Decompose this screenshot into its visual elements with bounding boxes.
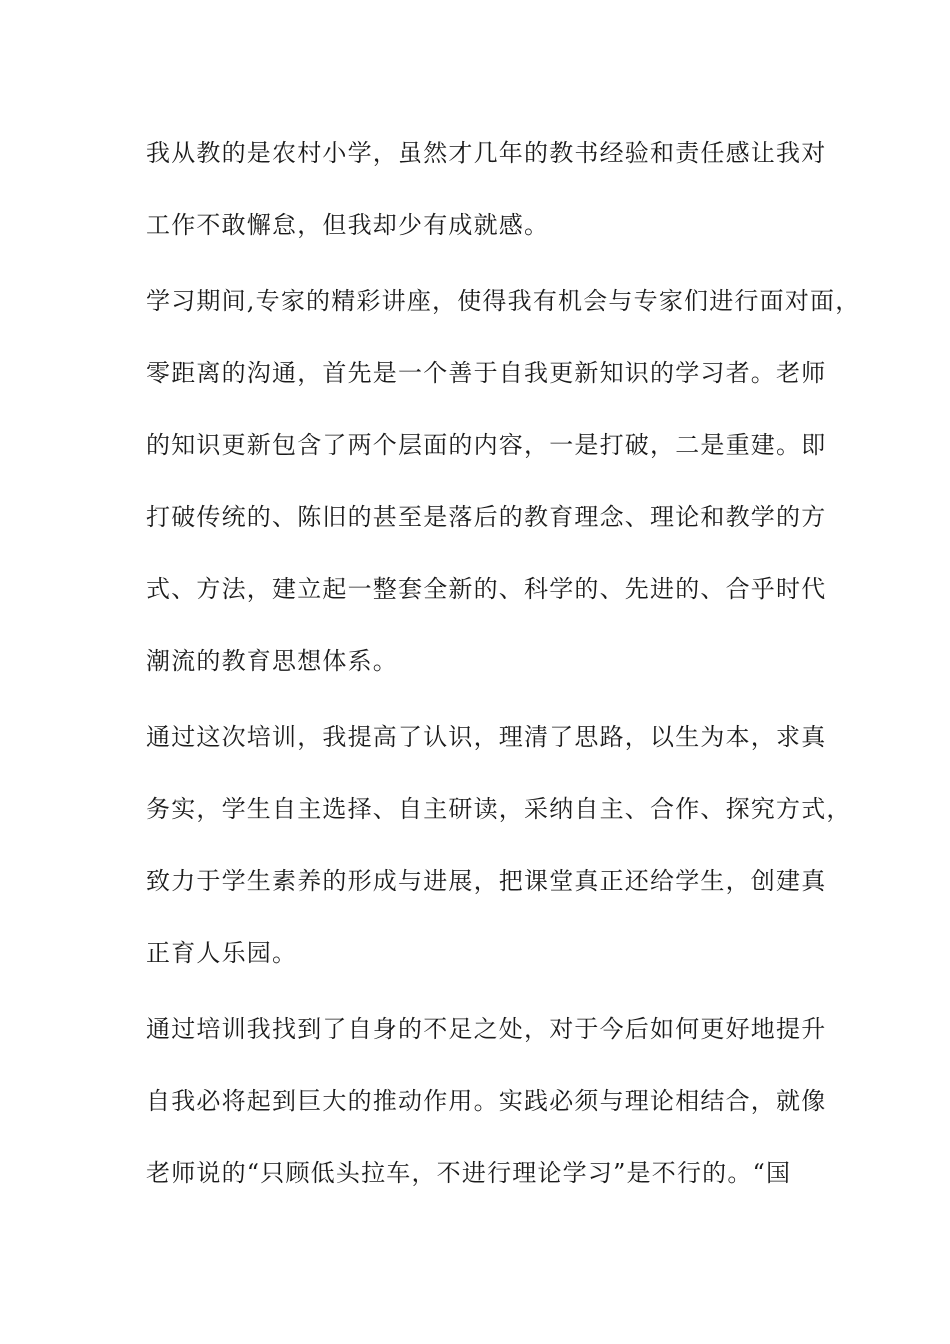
paragraph-line: 打破传统的、陈旧的甚至是落后的教育理念、理论和教学的方	[146, 503, 827, 531]
paragraph-line: 通过这次培训，我提高了认识，理清了思路，以生为本，求真	[146, 723, 827, 751]
paragraph-line: 零距离的沟通，首先是一个善于自我更新知识的学习者。老师	[146, 359, 827, 387]
paragraph-line: 正育人乐园。	[146, 939, 298, 967]
paragraph-line: 通过培训我找到了自身的不足之处，对于今后如何更好地提升	[146, 1015, 827, 1043]
paragraph-line: 自我必将起到巨大的推动作用。实践必须与理论相结合，就像	[146, 1087, 827, 1115]
paragraph-line: 式、方法，建立起一整套全新的、科学的、先进的、合乎时代	[146, 575, 827, 603]
paragraph-line: 我从教的是农村小学，虽然才几年的教书经验和责任感让我对	[146, 139, 827, 167]
paragraph-line: 潮流的教育思想体系。	[146, 647, 398, 675]
paragraph-line: 学习期间,专家的精彩讲座，使得我有机会与专家们进行面对面，	[146, 287, 861, 315]
paragraph-line: 的知识更新包含了两个层面的内容，一是打破，二是重建。即	[146, 431, 827, 459]
paragraph-line: 务实，学生自主选择、自主研读，采纳自主、合作、探究方式，	[146, 795, 852, 823]
paragraph-line: 致力于学生素养的形成与进展，把课堂真正还给学生，创建真	[146, 867, 827, 895]
paragraph-line: 工作不敢懈怠，但我却少有成就感。	[146, 211, 550, 239]
paragraph-line: 老师说的“只顾低头拉车，不进行理论学习”是不行的。“国	[146, 1159, 792, 1187]
